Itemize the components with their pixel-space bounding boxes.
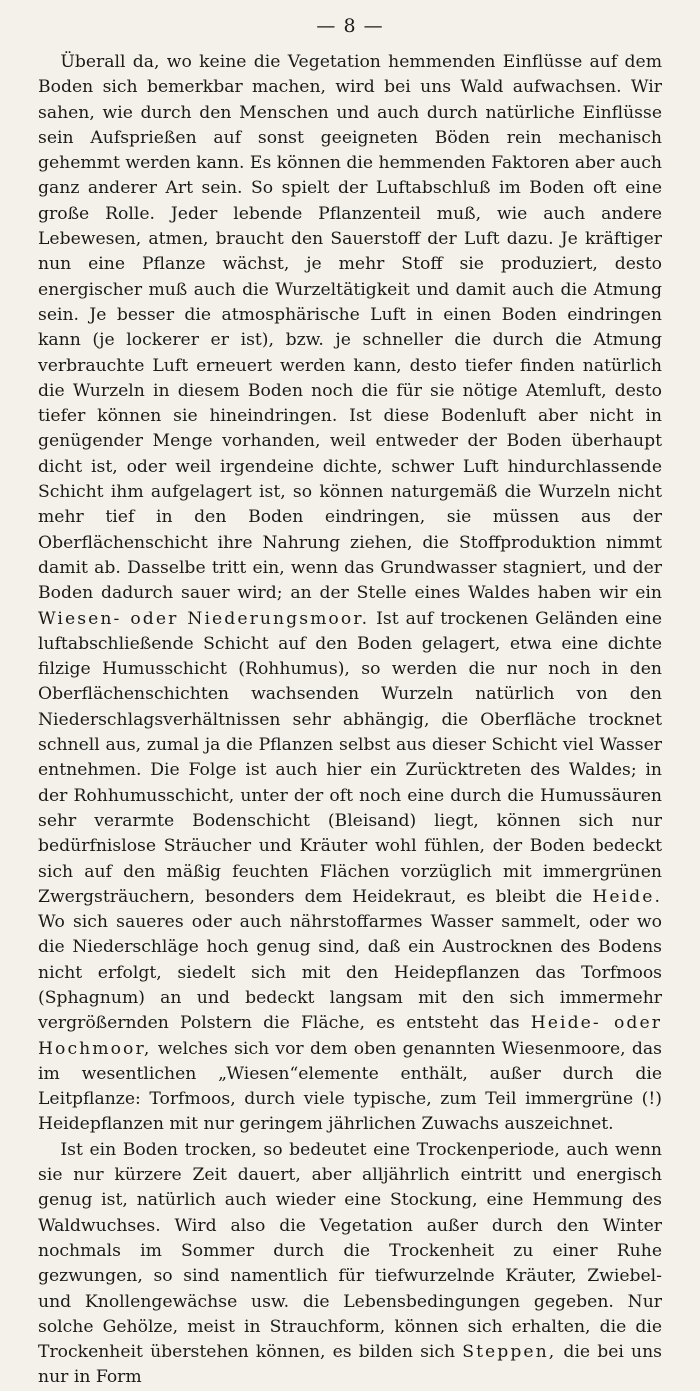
text-segment: die bei uns nur in Form — [38, 1342, 662, 1388]
spaced-term-wiesenmoor: Wiesen- oder Niederungsmoor. — [38, 608, 370, 629]
spaced-term-hochmoor: Heide- oder Hochmoor, — [38, 1013, 662, 1059]
page-number: — 8 — — [316, 15, 384, 37]
text-segment: Ist ein Boden trocken, so bedeutet eine Trockenperiode, auch wenn sie nur kürzere Zeit dauert, aber alljährlich eintritt und energisch genug ist, natürlich auch wieder eine Stockung, eine Hemmung des Waldwuchses. Wird also die Vegetation außer durch den Winter nochmals im Sommer durch die Trockenheit zu einer Ruhe gezwungen, so sind namentlich für tiefwurzelnde Kräuter, Zwiebel- und Knollengewächse usw. die Lebensbedingungen gegeben. Nur solche Gehölze, meist in Strauchform, können sich erhalten, die die Trockenheit überstehen können, es bilden sich — [38, 1139, 662, 1363]
spaced-term-heide: Heide. — [592, 886, 662, 907]
text-segment: Wo sich saueres oder auch nährstoffarmes Wasser sammelt, oder wo die Niederschläge hoch genug sind, daß ein Austrocknen des Bodens nicht erfolgt, siedelt sich mit den Heidepflanzen das Torfmoos (Sphagnum) an und bedeckt langsam mit den sich immermehr vergrößernden Polstern die Fläche, es entsteht das — [38, 912, 662, 1034]
paragraph-2 — [38, 1138, 662, 1391]
spaced-term-steppen: Steppen, — [462, 1342, 557, 1363]
text-segment: welches sich vor dem oben genannten Wiesenmoore, das im wesentlichen „Wiesen“elemente enthält, außer durch die Leitpflanze: Torfmoos, durch viele typische, zum Teil immergrüne (!) Heidepflanzen mit nur geringem jährlichen Zuwachs auszeichnet. — [38, 1038, 662, 1135]
text-segment: Überall da, wo keine die Vegetation hemmenden Einflüsse auf dem Boden sich bemerkbar machen, wird bei uns Wald aufwachsen. Wir sahen, wie durch den Menschen und auch durch natürliche Einflüsse sein Aufsprießen auf sonst geeigneten Böden rein mechanisch gehemmt werden kann. Es können die hemmenden Faktoren aber auch ganz anderer Art sein. So spielt der Luftabschluß im Boden oft eine große Rolle. Jeder lebende Pflanzenteil muß, wie auch andere Lebewesen, atmen, braucht den Sauerstoff der Luft dazu. Je kräftiger nun eine Pflanze wächst, je mehr Stoff sie produziert, desto energischer muß auch die Wurzeltätigkeit und damit auch die Atmung sein. Je besser die atmosphärische Luft in einen Boden eindringen kann (je lockerer er ist), bzw. je schneller die durch die Atmung verbrauchte Luft erneuert werden kann, desto tiefer finden natürlich die Wurzeln in diesem Boden noch die für sie nötige Atemluft, desto tiefer können sie hineindringen. Ist diese Bodenluft aber nicht in genügender Menge vorhanden, weil entweder der Boden überhaupt dicht ist, oder weil irgendeine dichte, schwer Luft hindurchlassende Schicht ihm aufgelagert ist, so können naturgemäß die Wurzeln nicht mehr tief in den Boden eindringen, sie müssen aus der Oberflächenschicht ihre Nahrung ziehen, die Stoffproduktion nimmt damit ab. Dasselbe tritt ein, wenn das Grundwasser stagniert, und der Boden dadurch sauer wird; an der Stelle eines Waldes haben wir ein — [38, 52, 662, 604]
body-text — [38, 50, 662, 1391]
text-segment: Ist auf trockenen Geländen eine luftabschließende Schicht auf den Boden gelagert, etwa eine dichte filzige Humusschicht (Rohhumus), so werden die nur noch in den Oberflächenschichten wachsenden Wurzeln natürlich von den Niederschlagsverhältnissen sehr abhängig, die Oberfläche trocknet schnell aus, zumal ja die Pflanzen selbst aus dieser Schicht viel Wasser entnehmen. Die Folge ist auch hier ein Zurücktreten des Waldes; in der Rohhumusschicht, unter der oft noch eine durch die Humussäuren sehr verarmte Bodenschicht (Bleisand) liegt, können sich nur bedürfnislose Sträucher und Kräuter wohl fühlen, der Boden bedeckt sich auf den mäßig feuchten Flächen vorzüglich mit immergrünen Zwergsträuchern, besonders dem Heidekraut, es bleibt die — [38, 608, 663, 907]
paragraph-1 — [38, 50, 662, 1138]
